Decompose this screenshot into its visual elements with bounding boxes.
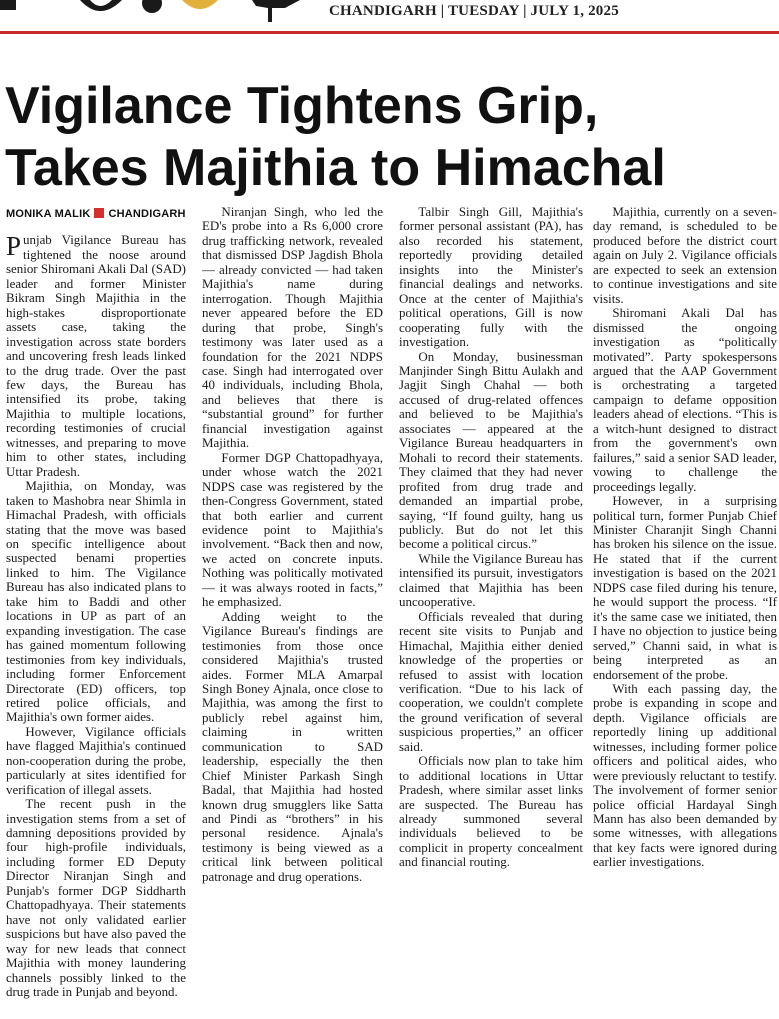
article-paragraph: While the Vigilance Bureau has intensified its pursuit, investigators claimed that Majithia has been uncooperative. <box>399 550 583 610</box>
headline-line-2: Takes Majithia to Himachal <box>5 139 666 197</box>
dateline: CHANDIGARH | TUESDAY | JULY 1, 2025 <box>329 3 619 19</box>
headline <box>5 75 775 199</box>
article-paragraph: Niranjan Singh, who led the ED's probe into a Rs 6,000 crore drug trafficking network, revealed that dismissed DSP Jagdish Bhola — already convicted — had taken Majithia's name during interrogation. Though Majithia never appeared before the ED during that probe, Singh's testimony was later used as a foundation for the 2021 NDPS case. Singh had interrogated over 40 individuals, including Bhola, and believes that there is “substantial ground” for further financial investigation against Majithia. <box>202 204 383 451</box>
byline <box>6 207 186 221</box>
byline-marker-icon <box>94 208 104 218</box>
headline-line-1: Vigilance Tightens Grip, <box>5 77 599 135</box>
article-paragraph: The recent push in the investigation stems from a set of damning depositions provided by four high-profile individuals, including former ED Deputy Director Niranjan Singh and Punjab's former DGP Siddharth Chattopadhyaya. Their statements have not only validated earlier suspicions but have also paved the way for new leads that connect Majithia with money laundering channels possibly linked to the drug trade in Punjab and beyond. <box>6 796 186 1000</box>
article-column-3 <box>399 205 583 870</box>
article-column-1 <box>6 205 186 999</box>
article-paragraph: However, Vigilance officials have flagged Majithia's continued non-cooperation during the probe, particularly at sites identified for verification of illegal assets. <box>6 723 186 797</box>
article-column-4 <box>593 205 777 870</box>
article-paragraph: Officials revealed that during recent site visits to Punjab and Himachal, Majithia either denied knowledge of the properties or refused to assist with location verification. “Due to his lack of cooperation, we couldn't complete the ground verification of several suspicious properties,” an officer said. <box>399 608 583 754</box>
article-paragraph: Adding weight to the Vigilance Bureau's findings are testimonies from those once considered Majithia's trusted aides. Former MLA Amarpal Singh Boney Ajnala, once close to Majithia, was among the first to publicly rebel against him, claiming in written communication to SAD leadership, especially the then Chief Minister Parkash Singh Badal, that Majithia had hosted known drug smugglers like Satta and Pindi as “brothers” in his personal residence. Ajnala's testimony is being viewed as a critical link between political patronage and drug operations. <box>202 608 383 884</box>
masthead-rule <box>0 31 779 34</box>
article-paragraph: With each passing day, the probe is expanding in scope and depth. Vigilance officials are reportedly lining up additional witnesses, including former police officers and political aides, who were previously reluctant to testify. The involvement of former senior police official Hardayal Singh Mann has also been demanded by some witnesses, with allegations that key facts were ignored during earlier investigations. <box>593 680 777 870</box>
article-paragraph: Shiromani Akali Dal has dismissed the ongoing investigation as “politically motivated”. Party spokespersons argued that the AAP Government is orchestrating a targeted campaign to defame opposition leaders ahead of elections. “This is a witch-hunt designed to distract from the government's own failures,” said a senior SAD leader, vowing to challenge the proceedings legally. <box>593 305 777 494</box>
byline-author: MONIKA MALIK <box>6 208 91 220</box>
article-paragraph: However, in a surprising political turn, former Punjab Chief Minister Charanjit Singh Channi has broken his silence on the issue. He stated that if the current investigation is based on the 2021 NDPS case filed during his tenure, he would support the process. “If it's the same case we initiated, then I have no objection to justice being served,” Channi said, in what is being interpreted as an endorsement of the probe. <box>593 493 777 682</box>
byline-location: CHANDIGARH <box>108 208 186 220</box>
article-column-2 <box>202 205 383 884</box>
article-paragraph: Talbir Singh Gill, Majithia's former personal assistant (PA), has also recorded his statement, reportedly providing detailed insights into the Minister's financial dealings and networks. Once at the center of Majithia's political operations, Gill is now cooperating fully with the investigation. <box>399 204 583 350</box>
masthead <box>0 0 779 34</box>
article-paragraph: Punjab Vigilance Bureau has tightened the noose around senior Shiromani Akali Dal (SAD) leader and former Minister Bikram Singh Majithia in the high-stakes disproportionate assets case, taking the investigation across state borders and uncovering fresh leads linked to the drug trade. Over the past few days, the Bureau has intensified its probe, taking Majithia to multiple locations, recording testimonies of crucial witnesses, and preparing to move him to other states, including Uttar Pradesh. <box>6 231 186 479</box>
article-paragraph: Majithia, on Monday, was taken to Mashobra near Shimla in Himachal Pradesh, with officials stating that the move was based on specific intelligence about suspected benami properties linked to him. The Vigilance Bureau has also indicated plans to take him to Baddi and other locations in UP as part of an expanding investigation. The case has gained momentum following testimonies from key individuals, including former Enforcement Directorate (ED) officers, top retired police officials, and Majithia's own former aides. <box>6 478 186 725</box>
article-paragraph: Officials now plan to take him to additional locations in Uttar Pradesh, where similar asset links are suspected. The Bureau has already summoned several individuals believed to be complicit in property concealment and financial routing. <box>399 753 583 870</box>
article-paragraph: On Monday, businessman Manjinder Singh Bittu Aulakh and Jagjit Singh Chahal — both accused of drug-related offences and believed to be Majithia's associates — appeared at the Vigilance Bureau headquarters in Mohali to record their statements. They claimed that they had never profited from drug trade and demanded an impartial probe, saying, “If found guilty, hang us publicly. But do not let this become a political circus.” <box>399 348 583 552</box>
article-paragraph: Former DGP Chattopadhyaya, under whose watch the 2021 NDPS case was registered by the then-Congress Government, stated that both earlier and current evidence point to Majithia's involvement. “Back then and now, we acted on concrete inputs. Nothing was politically motivated — it was always rooted in facts,” he emphasized. <box>202 449 383 610</box>
masthead-logo-art <box>0 0 330 30</box>
logo-fragment-icon <box>0 0 330 30</box>
drop-cap: P <box>6 231 22 262</box>
article-paragraph: Majithia, currently on a seven-day remand, is scheduled to be produced before the district court again on July 2. Vigilance officials are expected to seek an extension to continue investigations and site visits. <box>593 204 777 306</box>
